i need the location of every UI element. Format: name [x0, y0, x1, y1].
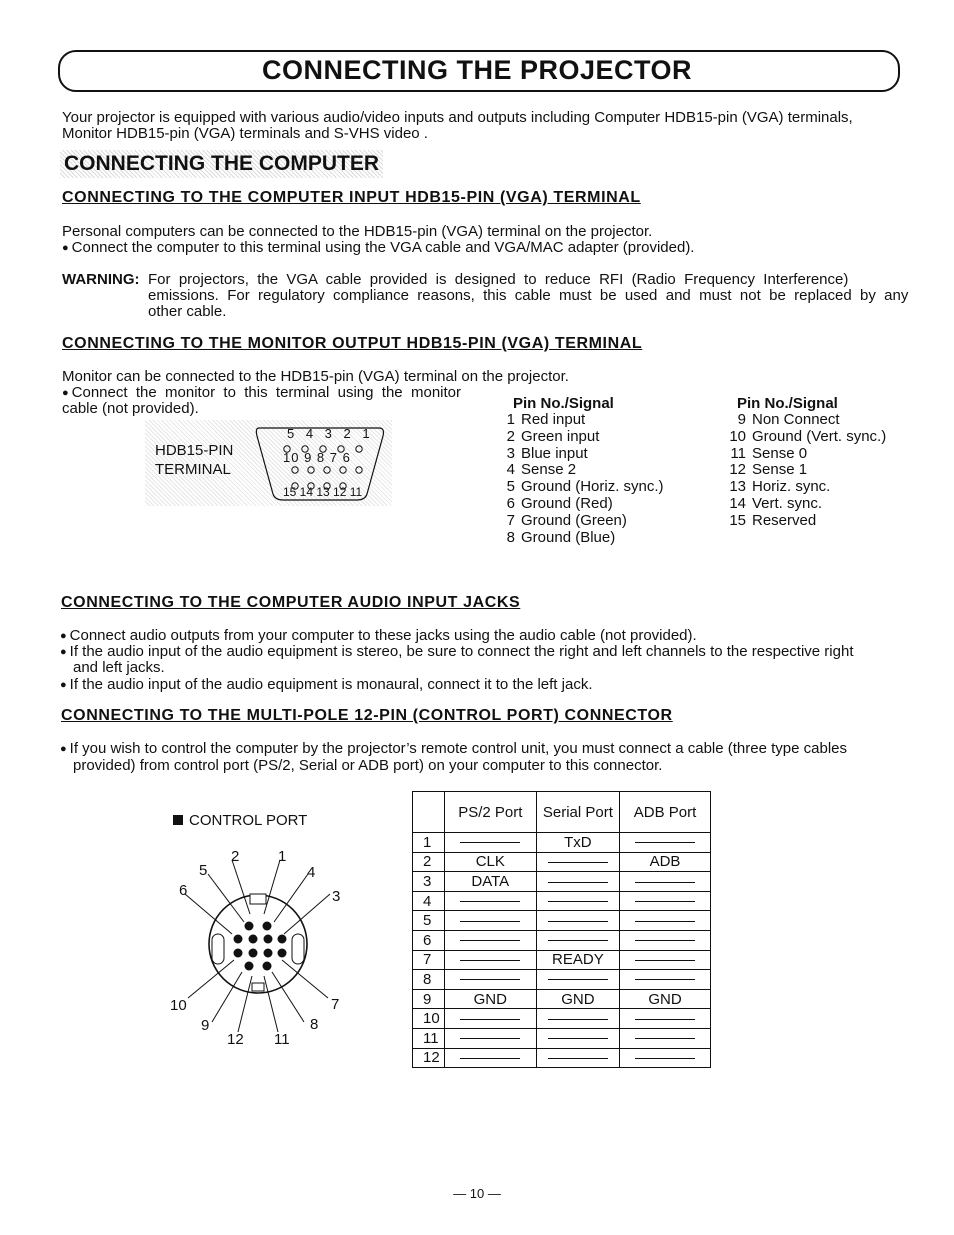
monitor-output-heading: CONNECTING TO THE MONITOR OUTPUT HDB15-PIN (VGA) TERMINAL [62, 335, 643, 352]
control-port-bullet: ● If you wish to control the computer by the projector’s remote control unit, you must connect a cable (three type cables [60, 741, 847, 758]
control-port-table [412, 791, 711, 1068]
ps2-cell [444, 833, 536, 853]
table-row [413, 911, 711, 931]
pin-number-cell: 10 [413, 1009, 445, 1029]
table-header-cell [413, 792, 445, 833]
adb-cell [620, 833, 711, 853]
empty-dash [635, 1019, 695, 1020]
ps2-cell [444, 1028, 536, 1048]
serial-cell [536, 911, 619, 931]
pin-row: 1 Red input [506, 411, 586, 428]
table-row [413, 833, 711, 853]
pin-number-cell: 4 [413, 891, 445, 911]
table-header-cell: ADB Port [620, 792, 711, 833]
serial-cell [536, 970, 619, 990]
control-port-label [173, 812, 307, 829]
pin-list-right-header: Pin No./Signal [737, 395, 838, 412]
empty-dash [635, 921, 695, 922]
pin-list-left [497, 412, 664, 546]
ps2-cell: DATA [444, 872, 536, 892]
din-pin-label-2: 2 [231, 848, 240, 865]
audio-bullet-2: ● If the audio input of the audio equipment is stereo, be sure to connect the right and left channels to the respective right [60, 644, 854, 661]
empty-dash [460, 901, 520, 902]
serial-cell [536, 930, 619, 950]
warning-line-3: other cable. [148, 303, 227, 320]
serial-cell [536, 852, 619, 872]
empty-dash [635, 882, 695, 883]
pin-number-cell: 9 [413, 989, 445, 1009]
pin-row: 15 Reserved [729, 511, 817, 529]
adb-cell [620, 1009, 711, 1029]
din-12-pin-connector-icon [160, 842, 360, 1052]
empty-dash [548, 882, 608, 883]
empty-dash [460, 842, 520, 843]
empty-dash [635, 842, 695, 843]
adb-cell [620, 1028, 711, 1048]
ps2-cell [444, 1048, 536, 1068]
din-pin-label-11: 11 [274, 1031, 290, 1048]
empty-dash [548, 1058, 608, 1059]
serial-cell [536, 1048, 619, 1068]
control-port-heading: CONNECTING TO THE MULTI-POLE 12-PIN (CONTROL PORT) CONNECTOR [61, 707, 673, 724]
ps2-cell: GND [444, 989, 536, 1009]
pin-row: 9 Non Connect [737, 411, 840, 428]
adb-cell [620, 891, 711, 911]
empty-dash [548, 862, 608, 863]
pin-row: 5 Ground (Horiz. sync.) [506, 478, 664, 496]
din-pin-label-10: 10 [170, 997, 187, 1014]
table-header-row [413, 792, 711, 833]
empty-dash [460, 1038, 520, 1039]
table-row [413, 1009, 711, 1029]
adb-cell: GND [620, 989, 711, 1009]
empty-dash [460, 979, 520, 980]
ps2-cell [444, 970, 536, 990]
pin-row-top-label: 5 4 3 2 1 [287, 426, 374, 441]
vga-input-text: Personal computers can be connected to the HDB15-pin (VGA) terminal on the projector. [62, 223, 653, 240]
pin-row-bottom-label: 15 14 13 12 11 [283, 485, 363, 499]
serial-cell: TxD [536, 833, 619, 853]
empty-dash [548, 940, 608, 941]
intro-line-2: Monitor HDB15-pin (VGA) terminals and S-VHS video . [62, 125, 428, 142]
pin-row: 12 Sense 1 [729, 461, 808, 479]
monitor-output-bullet-cont: cable (not provided). [62, 400, 199, 417]
square-bullet-icon [173, 815, 183, 825]
audio-heading: CONNECTING TO THE COMPUTER AUDIO INPUT JACKS [61, 594, 521, 611]
table-row [413, 970, 711, 990]
din-pin-label-3: 3 [332, 888, 341, 905]
empty-dash [635, 1058, 695, 1059]
ps2-cell [444, 950, 536, 970]
pin-row: 14 Vert. sync. [729, 494, 823, 512]
pin-number-cell: 7 [413, 950, 445, 970]
empty-dash [460, 1019, 520, 1020]
adb-cell [620, 930, 711, 950]
table-row [413, 930, 711, 950]
table-row [413, 852, 711, 872]
table-row [413, 989, 711, 1009]
serial-cell [536, 872, 619, 892]
empty-dash [460, 960, 520, 961]
adb-cell [620, 1048, 711, 1068]
pin-row: 13 Horiz. sync. [729, 478, 831, 496]
page-number: — 10 — [453, 1186, 501, 1201]
pin-number-cell: 5 [413, 911, 445, 931]
empty-dash [635, 940, 695, 941]
empty-dash [548, 921, 608, 922]
warning-line-1: For projectors, the VGA cable provided is designed to reduce RFI (Radio Frequency Interference) [148, 271, 849, 288]
pin-list-right [726, 412, 886, 530]
pin-row: 4 Sense 2 [506, 461, 577, 479]
adb-cell [620, 911, 711, 931]
adb-cell: ADB [620, 852, 711, 872]
intro-line-1: Your projector is equipped with various audio/video inputs and outputs including Computer HDB15-pin (VGA) terminals, [62, 109, 853, 126]
table-header-cell: Serial Port [536, 792, 619, 833]
empty-dash [548, 1019, 608, 1020]
connector-label-2: TERMINAL [155, 461, 231, 478]
connector-label-1: HDB15-PIN [155, 442, 234, 459]
serial-cell [536, 891, 619, 911]
audio-bullet-3: ● If the audio input of the audio equipment is monaural, connect it to the left jack. [60, 677, 592, 694]
control-port-label-text: CONTROL PORT [189, 812, 308, 829]
serial-cell: GND [536, 989, 619, 1009]
pin-number-cell: 3 [413, 872, 445, 892]
vga-input-bullet: ● Connect the computer to this terminal using the VGA cable and VGA/MAC adapter (provided). [62, 240, 694, 257]
pin-number-cell: 1 [413, 833, 445, 853]
warning-label: WARNING: [62, 271, 140, 288]
pin-row-middle-label: 10 9 8 7 6 [283, 450, 351, 465]
din-pin-label-6: 6 [179, 882, 188, 899]
empty-dash [460, 921, 520, 922]
monitor-output-text: Monitor can be connected to the HDB15-pin (VGA) terminal on the projector. [62, 368, 569, 385]
pin-number-cell: 11 [413, 1028, 445, 1048]
ps2-cell [444, 911, 536, 931]
table-row [413, 950, 711, 970]
control-port-bullet-cont: provided) from control port (PS/2, Serial or ADB port) on your computer to this connector. [73, 757, 663, 774]
empty-dash [635, 901, 695, 902]
section-heading: CONNECTING THE COMPUTER [60, 150, 383, 178]
control-port-table-body [413, 833, 711, 1068]
ps2-cell: CLK [444, 852, 536, 872]
pin-number-cell: 2 [413, 852, 445, 872]
empty-dash [460, 940, 520, 941]
ps2-cell [444, 930, 536, 950]
empty-dash [548, 979, 608, 980]
din-pin-label-1: 1 [278, 848, 287, 865]
serial-cell [536, 1028, 619, 1048]
pin-row: 6 Ground (Red) [506, 494, 613, 512]
hdb15-connector-diagram [145, 420, 392, 506]
table-row [413, 1028, 711, 1048]
pin-row: 2 Green input [506, 427, 600, 445]
audio-bullet-1: ● Connect audio outputs from your computer to these jacks using the audio cable (not provided). [60, 628, 697, 645]
pin-row: 7 Ground (Green) [506, 511, 627, 529]
page-title: CONNECTING THE PROJECTOR [261, 55, 693, 85]
table-row [413, 872, 711, 892]
din-pin-label-4: 4 [307, 864, 316, 881]
table-header-cell: PS/2 Port [444, 792, 536, 833]
monitor-output-bullet: ● Connect the monitor to this terminal using the monitor [62, 385, 461, 402]
pin-number-cell: 6 [413, 930, 445, 950]
din-pin-label-12: 12 [227, 1031, 244, 1048]
serial-cell: READY [536, 950, 619, 970]
serial-cell [536, 1009, 619, 1029]
warning-line-2: emissions. For regulatory compliance reasons, this cable must be used and must not be replaced by any [148, 287, 909, 304]
adb-cell [620, 950, 711, 970]
din-pin-label-8: 8 [310, 1016, 319, 1033]
empty-dash [548, 901, 608, 902]
pin-row: 3 Blue input [506, 444, 588, 462]
empty-dash [460, 1058, 520, 1059]
empty-dash [548, 1038, 608, 1039]
ps2-cell [444, 1009, 536, 1029]
pin-number-cell: 12 [413, 1048, 445, 1068]
din-pin-label-5: 5 [199, 862, 208, 879]
pin-row: 11 Sense 0 [730, 444, 808, 462]
pin-row: 8 Ground (Blue) [506, 528, 616, 546]
empty-dash [635, 1038, 695, 1039]
empty-dash [635, 960, 695, 961]
pin-list-left-header: Pin No./Signal [513, 395, 614, 412]
ps2-cell [444, 891, 536, 911]
pin-number-cell: 8 [413, 970, 445, 990]
audio-bullet-2-cont: and left jacks. [73, 659, 165, 676]
table-row [413, 891, 711, 911]
vga-input-heading: CONNECTING TO THE COMPUTER INPUT HDB15-PIN (VGA) TERMINAL [62, 189, 641, 206]
adb-cell [620, 872, 711, 892]
din-pin-label-7: 7 [331, 996, 340, 1013]
din-pin-label-9: 9 [201, 1017, 210, 1034]
adb-cell [620, 970, 711, 990]
pin-row: 10 Ground (Vert. sync.) [729, 427, 887, 445]
table-row [413, 1048, 711, 1068]
empty-dash [635, 979, 695, 980]
